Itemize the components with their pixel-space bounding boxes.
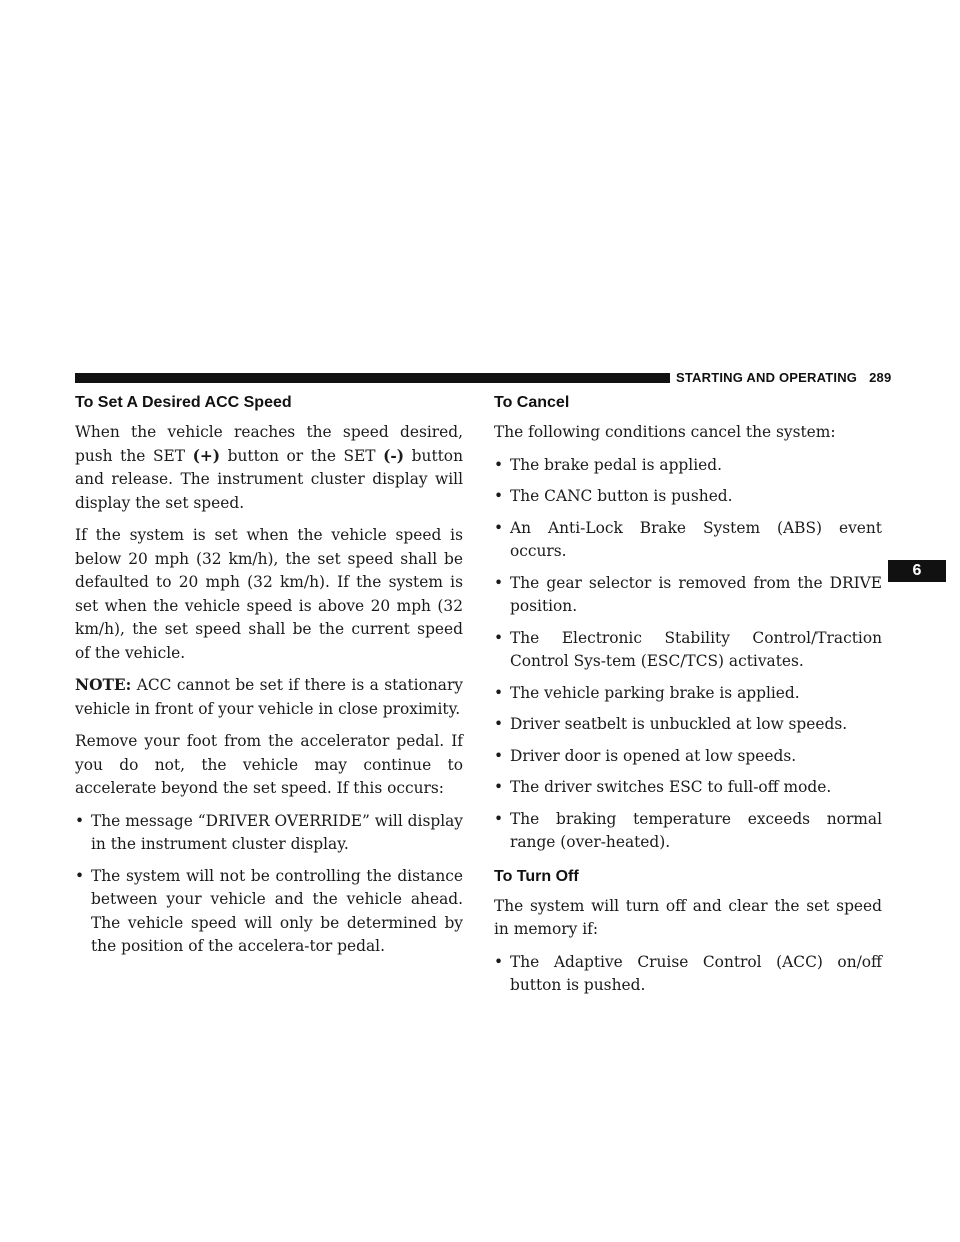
note (75, 674, 463, 721)
override-list (75, 810, 463, 959)
list-item: • The vehicle parking brake is applied. (494, 682, 882, 706)
paragraph-set-speed (75, 421, 463, 515)
paragraph-default-speed: If the system is set when the vehicle speed is below 20 mph (32 km/h), the set speed shall be defaulted to 20 mph (32 km/h). If the system is set when the vehicle speed is above 20 mph (32 km/h), the set speed shall be the current speed of the vehicle. (75, 526, 463, 662)
header-rule (75, 373, 670, 383)
text-run: button or the SET (220, 446, 384, 465)
running-header (676, 370, 891, 385)
heading-cancel: To Cancel (494, 394, 570, 411)
page-number: 289 (869, 370, 892, 385)
list-item: • Driver seatbelt is unbuckled at low speeds. (494, 713, 882, 737)
section-title: STARTING AND OPERATING (676, 370, 858, 385)
paragraph-turn-off-intro: The system will turn off and clear the set speed in memory if: (494, 896, 882, 938)
text-run: button and release. The instrument cluster display will display the set speed. (75, 446, 463, 512)
heading-turn-off: To Turn Off (494, 867, 579, 885)
turn-off-list (494, 951, 882, 998)
list-item: • The gear selector is removed from the DRIVE position. (494, 572, 882, 619)
list-item: • The message “DRIVER OVERRIDE” will display in the instrument cluster display. (75, 810, 463, 857)
list-item: • The driver switches ESC to full-off mode. (494, 776, 882, 800)
text-run: When the vehicle reaches the speed desired, push the SET (75, 423, 463, 465)
set-minus-label: (-) (383, 446, 405, 465)
list-item: • The Adaptive Cruise Control (ACC) on/off button is pushed. (494, 951, 882, 998)
list-item: • The Electronic Stability Control/Traction Control Sys-tem (ESC/TCS) activates. (494, 627, 882, 674)
set-plus-label: (+) (192, 446, 221, 465)
list-item: • The system will not be controlling the distance between your vehicle and the vehicle ahead. The vehicle speed will only be determined by the position of the accelera-tor pedal. (75, 865, 463, 959)
left-column (75, 393, 463, 968)
cancel-list (494, 454, 882, 855)
chapter-tab: 6 (888, 560, 946, 582)
note-text: ACC cannot be set if there is a stationary vehicle in front of your vehicle in close proximity. (75, 676, 463, 718)
paragraph-cancel-intro: The following conditions cancel the system: (494, 423, 836, 441)
right-column (494, 393, 882, 1007)
list-item: • The brake pedal is applied. (494, 454, 882, 478)
note-label: NOTE: (75, 676, 132, 694)
list-item: • Driver door is opened at low speeds. (494, 745, 882, 769)
list-item: • The braking temperature exceeds normal range (over-heated). (494, 808, 882, 855)
list-item: • The CANC button is pushed. (494, 485, 882, 509)
heading-set-speed: To Set A Desired ACC Speed (75, 394, 292, 411)
paragraph-override: Remove your foot from the accelerator pedal. If you do not, the vehicle may continue to accelerate beyond the set speed. If this occurs: (75, 732, 463, 797)
list-item: • An Anti-Lock Brake System (ABS) event occurs. (494, 517, 882, 564)
